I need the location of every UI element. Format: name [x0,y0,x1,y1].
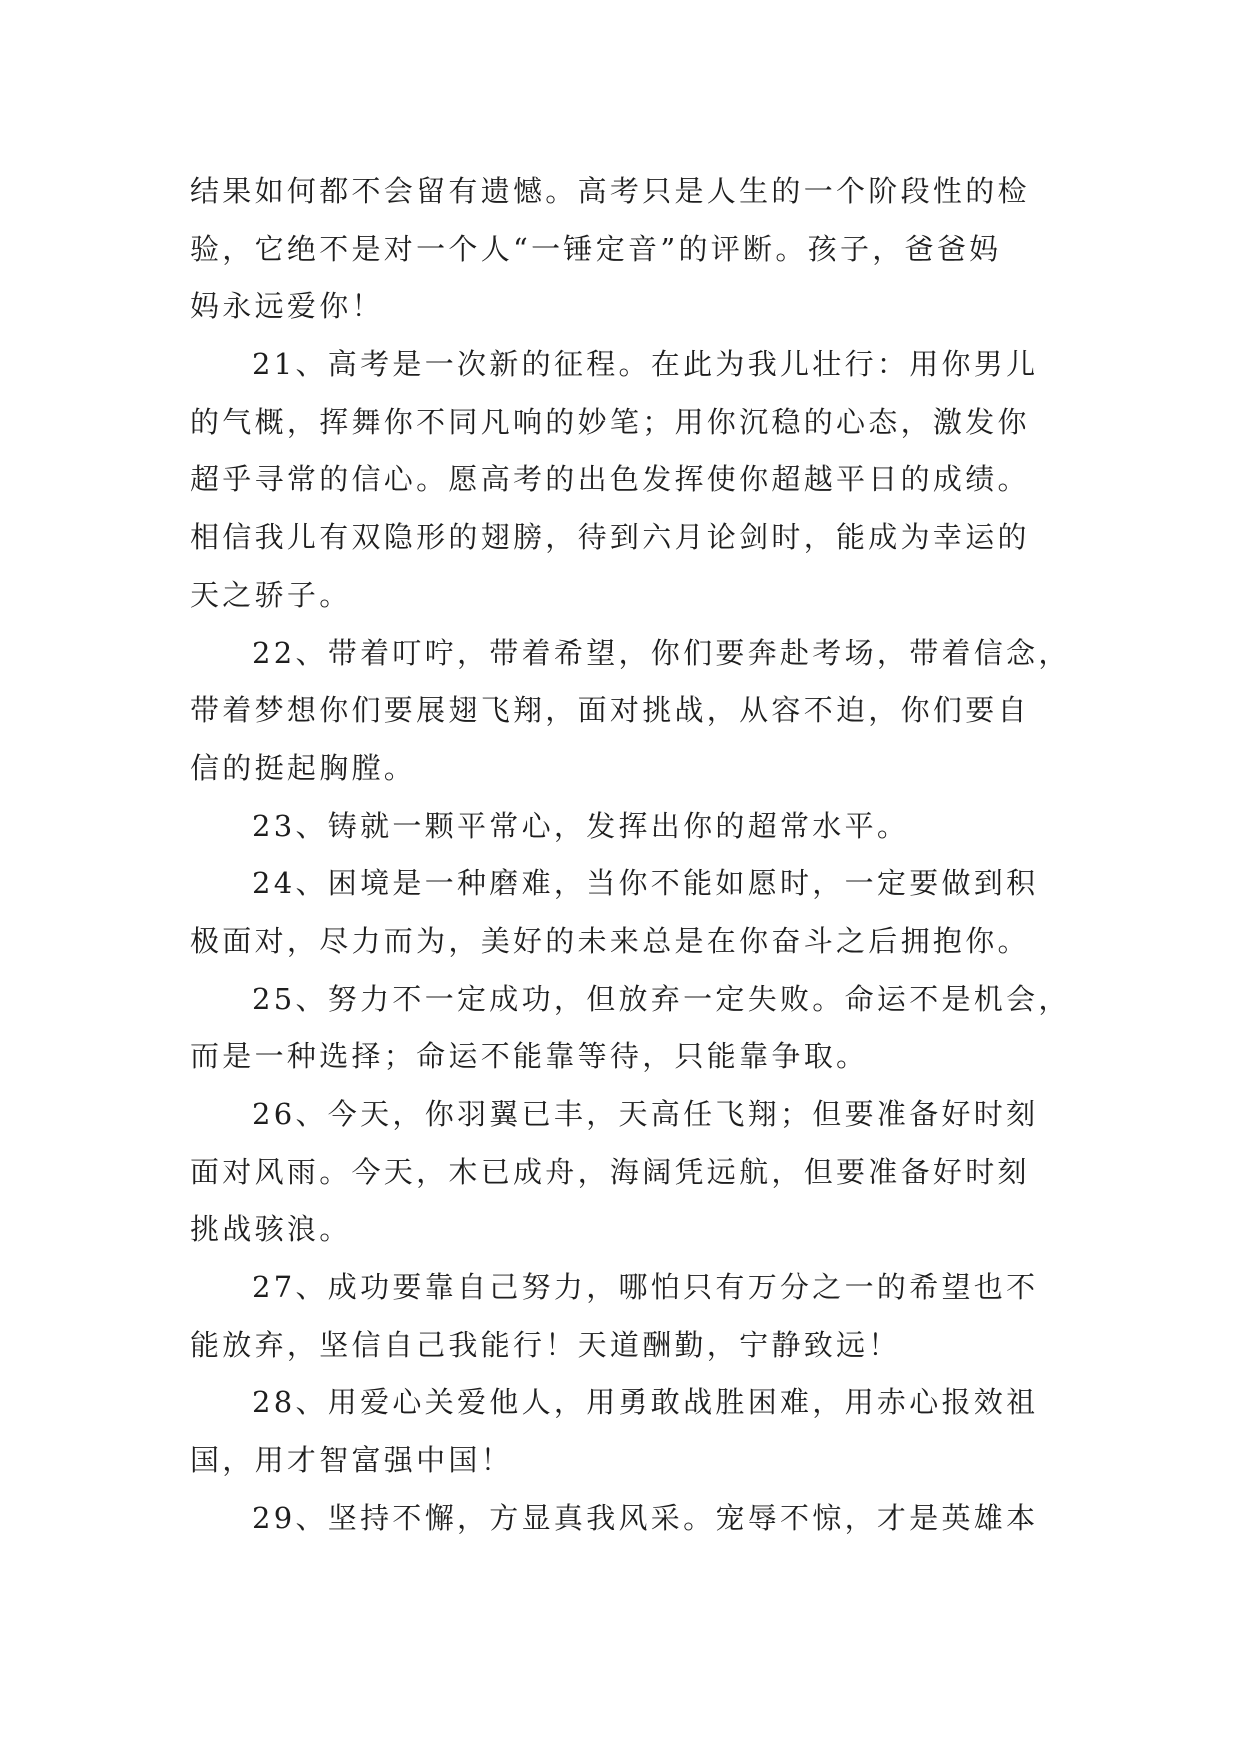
text-line: 能放弃，坚信自己我能行！天道酬勤，宁静致远！ [190,1327,901,1362]
text-line: 带着梦想你们要展翅飞翔，面对挑战，从容不迫，你们要自 [190,693,1030,728]
text-line: 结果如何都不会留有遗憾。高考只是人生的一个阶段性的检 [190,174,1030,208]
document-body [190,163,1070,1548]
text-line: 相信我儿有双隐形的翅膀，待到六月论剑时，能成为幸运的 [190,520,1030,555]
text-line: 的气概，挥舞你不同凡响的妙笔；用你沉稳的心态，激发你 [190,404,1030,439]
text-line: 挑战骇浪。 [190,1212,352,1247]
paragraph [190,1259,1070,1374]
paragraph [190,163,1070,336]
text-line: 25、努力不一定成功，但放弃一定失败。命运不是机会， [252,981,1071,1016]
text-line: 而是一种选择；命运不能靠等待，只能靠争取。 [190,1039,869,1074]
paragraph [190,336,1070,624]
paragraph [190,1086,1070,1259]
text-line: 26、今天，你羽翼已丰，天高任飞翔；但要准备好时刻 [252,1097,1039,1131]
paragraph [190,1490,1070,1548]
text-line: 23、铸就一颗平常心，发挥出你的超常水平。 [252,808,910,843]
text-line: 27、成功要靠自己努力，哪怕只有万分之一的希望也不 [252,1270,1039,1305]
text-line: 29、坚持不懈，方显真我风采。宠辱不惊，才是英雄本 [252,1500,1039,1535]
text-line: 面对风雨。今天，木已成舟，海阔凭远航，但要准备好时刻 [190,1154,1030,1189]
text-line: 极面对，尽力而为，美好的未来总是在你奋斗之后拥抱你。 [190,923,1030,958]
text-line: 21、高考是一次新的征程。在此为我儿壮行：用你男儿 [252,347,1039,382]
paragraph [190,971,1070,1086]
paragraph [190,798,1070,856]
text-line: 22、带着叮咛，带着希望，你们要奔赴考场，带着信念， [252,635,1071,670]
text-line: 验，它绝不是对一个人“一锤定音”的评断。孩子，爸爸妈 [190,231,1002,266]
text-line: 超乎寻常的信心。愿高考的出色发挥使你超越平日的成绩。 [190,462,1030,497]
paragraph [190,1374,1070,1489]
paragraph [190,855,1070,970]
paragraph [190,625,1070,798]
text-line: 妈永远爱你！ [190,289,384,324]
text-line: 信的挺起胸膛。 [190,750,417,785]
text-line: 天之骄子。 [190,577,352,612]
text-line: 28、用爱心关爱他人，用勇敢战胜困难，用赤心报效祖 [252,1385,1039,1420]
text-line: 24、困境是一种磨难，当你不能如愿时，一定要做到积 [252,866,1039,901]
text-line: 国，用才智富强中国！ [190,1443,514,1478]
